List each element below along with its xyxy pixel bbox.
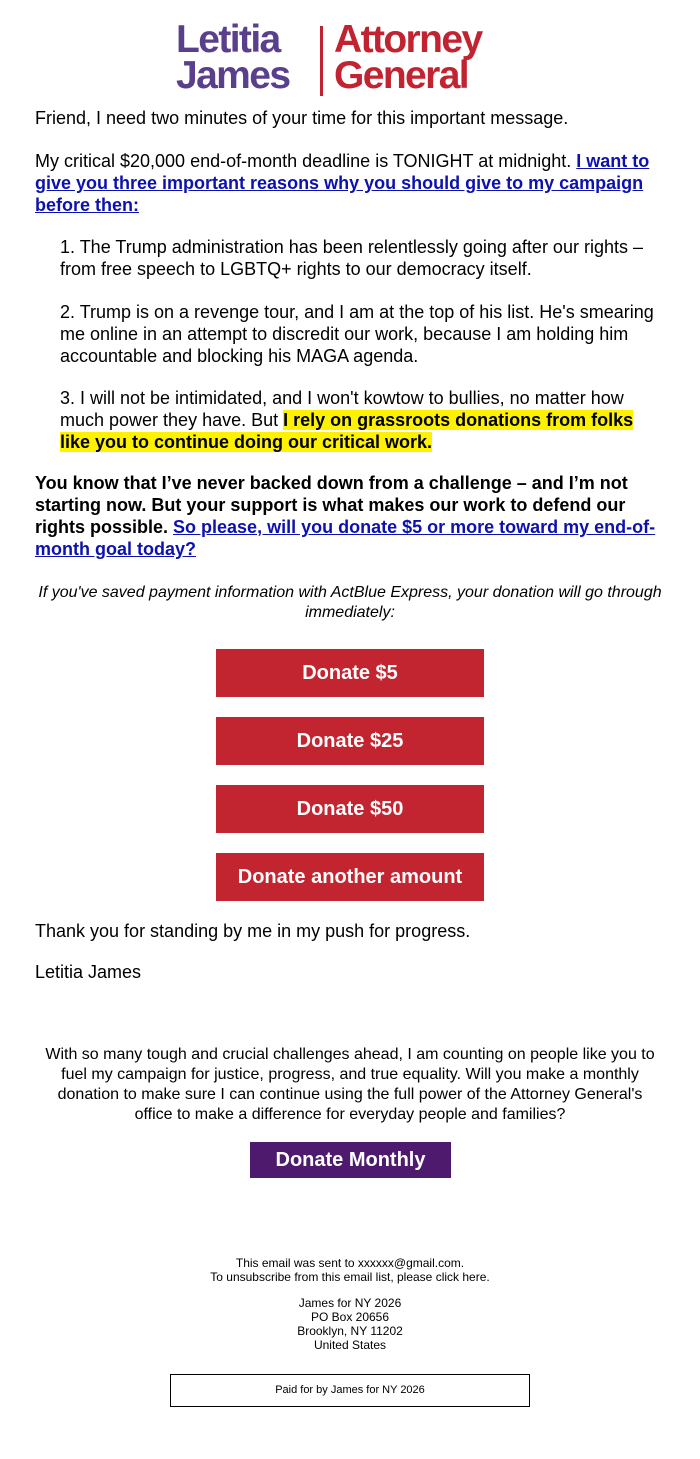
signature-text: Letitia James bbox=[35, 962, 142, 982]
campaign-logo bbox=[176, 18, 526, 100]
appeal-paragraph bbox=[35, 472, 665, 560]
donate-50-button[interactable]: Donate $50 bbox=[216, 785, 484, 833]
greeting-paragraph bbox=[35, 107, 665, 129]
footer-email: xxxxxx@gmail.com bbox=[357, 1256, 461, 1270]
reason-3-paragraph bbox=[60, 387, 660, 453]
logo-title-line1: Attorney bbox=[334, 18, 482, 61]
paid-for-disclaimer: Paid for by James for NY 2026 bbox=[170, 1374, 530, 1407]
donate-other-amount-button[interactable]: Donate another amount bbox=[216, 853, 484, 901]
logo-name bbox=[176, 18, 312, 97]
footer-sent-prefix: This email was sent to bbox=[235, 1256, 358, 1270]
logo-divider bbox=[320, 26, 323, 96]
unsubscribe-link[interactable]: click here bbox=[435, 1270, 487, 1284]
logo-title bbox=[334, 18, 534, 97]
footer-address-line2: PO Box 20656 bbox=[310, 1310, 390, 1324]
deadline-paragraph bbox=[35, 150, 665, 216]
actblue-express-note: If you've saved payment information with ActBlue Express, your donation will go through immediately: bbox=[38, 584, 662, 621]
footer-sent-to bbox=[100, 1256, 600, 1270]
footer-address-line1: James for NY 2026 bbox=[298, 1296, 402, 1310]
deadline-donate-link[interactable]: I want to give you three important reasons why you should give to my campaign before then: bbox=[35, 151, 650, 215]
footer-unsubscribe bbox=[100, 1270, 600, 1284]
logo-name-line1: Letitia bbox=[176, 18, 280, 61]
donate-monthly-button[interactable]: Donate Monthly bbox=[250, 1142, 451, 1178]
footer-unsubscribe-prefix: To unsubscribe from this email list, please bbox=[210, 1270, 436, 1284]
footer-sent-suffix: . bbox=[460, 1256, 465, 1270]
donate-5-button[interactable]: Donate $5 bbox=[216, 649, 484, 697]
monthly-appeal-text: With so many tough and crucial challenges ahead, I am counting on people like you to fuel my campaign for justice, progress, and true equality. Will you make a monthly donation to make sure I can continue using the full power of the Attorney General's office to make a difference for everyday people and families? bbox=[45, 1046, 655, 1123]
thanks-text: Thank you for standing by me in my push for progress. bbox=[35, 921, 471, 941]
footer-address-line3: Brooklyn, NY 11202 bbox=[297, 1324, 403, 1338]
thanks-paragraph bbox=[35, 920, 665, 942]
footer-address-line4: United States bbox=[313, 1338, 387, 1352]
reason-1-paragraph bbox=[60, 236, 660, 280]
reason-2-paragraph bbox=[60, 301, 663, 367]
reason-3-text: 3. I will not be intimidated, and I won't kowtow to bullies, no matter how much power they have. But bbox=[60, 388, 624, 430]
signature bbox=[35, 961, 665, 983]
appeal-donate-link[interactable]: So please, will you donate $5 or more toward my end-of-month goal today? bbox=[35, 517, 656, 559]
appeal-text: You know that I’ve never backed down from a challenge – and I’m not starting now. But your support is what makes our work to defend our rights possible. bbox=[35, 473, 628, 537]
logo-name-line2: James bbox=[176, 54, 290, 97]
donate-25-button[interactable]: Donate $25 bbox=[216, 717, 484, 765]
reason-1-text: 1. The Trump administration has been relentlessly going after our rights – from free speech to LGBTQ+ rights to our democracy itself. bbox=[60, 237, 643, 279]
deadline-text: My critical $20,000 end-of-month deadline is TONIGHT at midnight. bbox=[35, 151, 577, 171]
logo-title-line2: General bbox=[334, 54, 469, 97]
footer-unsubscribe-suffix: . bbox=[486, 1270, 490, 1284]
greeting-text: Friend, I need two minutes of your time for this important message. bbox=[35, 108, 569, 128]
reason-2-text: 2. Trump is on a revenge tour, and I am at the top of his list. He's smearing me online in an attempt to discredit our work, because I am holding him accountable and blocking his MAGA agenda. bbox=[60, 302, 654, 366]
reason-3-highlight: I rely on grassroots donations from folks like you to continue doing our critical work. bbox=[60, 410, 634, 452]
footer-address bbox=[100, 1296, 600, 1352]
